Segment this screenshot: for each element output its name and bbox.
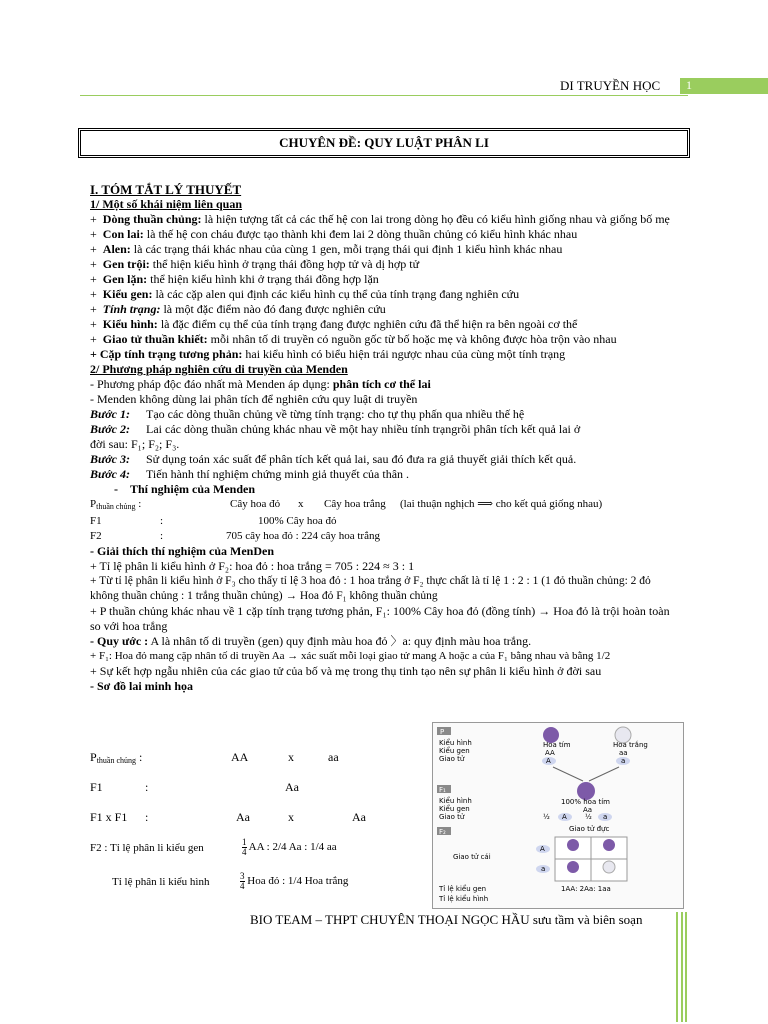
scheme-f1xf1-a: Aa	[236, 810, 250, 824]
f1-half-left: ½	[543, 813, 550, 821]
gamete-a: a	[621, 757, 626, 765]
scheme-f2-genotype-ratio: $\frac{1}{4}$ AA : 2/4 Aa : 1/4 aa	[242, 837, 337, 857]
female-gamete-A: A	[540, 845, 545, 853]
scheme-p-aa-dominant: AA	[231, 750, 249, 764]
scheme-p-aa-recessive: aa	[328, 750, 339, 764]
scheme-f1xf1-colon: :	[145, 810, 149, 824]
definition: + Dòng thuần chủng: là hiện tượng tất cả các thế hệ con lai trong dòng họ đều có kiểu hình giống nhau và giống bố mẹ	[90, 212, 670, 226]
subsection-method: 2/ Phương pháp nghiên cứu di truyền của Menden	[90, 362, 348, 376]
scheme-f2-genotype-label: F2 : Tỉ lệ phân li kiểu gen	[90, 842, 204, 854]
step: Bước 3: Sử dụng toán xác suất để phân tích kết quả lai, sau đó đưa ra giả thuyết giải thích kết quả.	[90, 452, 577, 466]
male-gamete-label: Giao tử đực	[569, 825, 610, 833]
definition: + Gen trội: thể hiện kiểu hình ở trạng thái đồng hợp tử và dị hợp tử	[90, 257, 420, 271]
explanation-title: - Giải thích thí nghiệm của MenDen	[90, 544, 275, 558]
random-fusion-line: + Sự kết hợp ngẫu nhiên của các giao tử của bố và mẹ trong thụ tinh tạo nên sự phân li kiểu hình ở đời sau	[90, 664, 602, 678]
definition: + Tính trạng: là một đặc điểm nào đó đang được nghiên cứu	[90, 302, 386, 316]
explanation-line: + P thuần chủng khác nhau về 1 cặp tính trạng tương phản, F₁: 100% Cây hoa đỏ (đồng tính) → Hoa đỏ là trội hoàn toàn so với hoa trắng	[90, 604, 670, 633]
purple-flower-icon	[567, 839, 579, 851]
experiment-f2: F2 : 705 cây hoa đỏ : 224 cây hoa trắng	[90, 530, 380, 542]
definition: + Gen lặn: thể hiện kiểu hình khi ở trạng thái đồng hợp lặn	[90, 272, 379, 286]
f1-genotype: Aa	[583, 806, 593, 814]
female-gamete-label: Giao tử cái	[453, 853, 491, 861]
step: Bước 4: Tiến hành thí nghiệm chứng minh giả thuyết của thân .	[90, 467, 410, 481]
white-label: Hoa trắng	[613, 741, 648, 749]
scheme-f1xf1-x: x	[288, 810, 294, 824]
scheme-f1xf1-label: F1 x F1	[90, 810, 128, 824]
scheme-f1-genotype: Aa	[285, 780, 299, 794]
definition: + Alen: là các trạng thái khác nhau của cùng 1 gen, mỗi trạng thái qui định 1 kiểu hình khác nhau	[90, 242, 563, 256]
scheme-f1-label: F1	[90, 780, 103, 794]
experiment-p: $P_{thuần chủng}$ : Cây hoa đỏ x Cây hoa trắng (lai thuận nghịch ⟹ cho kết quả giống nhau)	[90, 498, 603, 511]
method-line: - Menden không dùng lai phân tích để nghiên cứu quy luật di truyền	[90, 392, 418, 406]
footer-credit: BIO TEAM – THPT CHUYÊN THOẠI NGỌC HẦU sưu tầm và biên soạn	[250, 912, 643, 927]
row-label-genotype: Kiểu gen	[439, 747, 470, 755]
f1-tag: F₁	[439, 786, 446, 794]
definition: + Giao tử thuần khiết: mỗi nhân tố di truyền có nguồn gốc từ bố hoặc mẹ và không được hòa trộn vào nhau	[90, 332, 617, 346]
step: Bước 1: Tạo các dòng thuần chủng về từng tính trạng: cho tự thụ phấn qua nhiều thế hệ	[90, 407, 525, 421]
header-title: DI TRUYỀN HỌC	[560, 78, 661, 93]
explanation-line: + Từ tỉ lệ phân li kiểu hình ở F₃ cho thấy tỉ lệ 3 hoa đỏ : 1 hoa trắng ở F₂ thực chất là tỉ lệ 1 : 2 : 1 (1 đỏ thuần chủng: 2 đỏ không thuần chủng : 1 trắng thuần chủng) → Hoa đỏ F₁ không thuần chủng	[90, 575, 651, 602]
gamete-A: A	[546, 757, 551, 765]
green-bar	[681, 912, 683, 1022]
step-continuation: đời sau: F₁; F₂; F₃.	[90, 437, 180, 451]
female-gamete-a: a	[541, 865, 546, 873]
scheme-f1xf1-b: Aa	[352, 810, 366, 824]
scheme-p-x: x	[288, 750, 294, 764]
definition: + Kiểu gen: là các cặp alen qui định các kiểu hình cụ thể của tính trạng đang nghiên cứu	[90, 287, 520, 301]
row-label-phenotype-f1: Kiểu hình	[439, 797, 472, 805]
definition: + Con lai: là thế hệ con cháu được tạo thành khi đem lai 2 dòng thuần chủng có kiểu hình khác nhau	[90, 227, 578, 241]
definition: + Kiểu hình: là đặc điểm cụ thể của tính trạng đang được nghiên cứu đã thể hiện ra bên ngoài cơ thể	[90, 317, 578, 331]
white-flower-icon	[603, 861, 615, 873]
ratio-phenotype-label: Tỉ lệ kiểu hình	[439, 895, 489, 903]
explanation-line: + Tỉ lệ phân li kiểu hình ở F₂: hoa đỏ : hoa trắng = 705 : 224 ≈ 3 : 1	[90, 559, 415, 573]
green-bar	[685, 912, 687, 1022]
f2-tag: F₂	[439, 828, 446, 836]
ratio-genotype-label: Tỉ lệ kiểu gen	[439, 885, 487, 893]
purple-label: Hoa tím	[543, 741, 571, 749]
row-label-genotype-f1: Kiểu gen	[439, 805, 470, 813]
method-line: - Phương pháp độc đáo nhất mà Menden áp dụng: phân tích cơ thể lai	[90, 377, 431, 391]
purple-flower-icon	[603, 839, 615, 851]
f1-phenotype: 100% hoa tím	[561, 798, 610, 806]
row-label-gamete: Giao tử	[439, 755, 465, 763]
scheme-f1-colon: :	[145, 780, 149, 794]
green-bar	[676, 912, 678, 1022]
header-rule	[80, 95, 688, 96]
cross-diagram-figure	[433, 723, 683, 908]
f1-gamete-A: A	[562, 813, 567, 821]
row-label-phenotype: Kiểu hình	[439, 739, 472, 747]
scheme-title: - Sơ đồ lai minh họa	[90, 679, 194, 693]
f1-half-right: ½	[585, 813, 592, 821]
subsection-concepts: 1/ Một số khái niệm liên quan	[90, 197, 243, 211]
p-genotype-recessive: aa	[619, 749, 628, 757]
p-genotype-dominant: AA	[545, 749, 555, 757]
step: Bước 2: Lai các dòng thuần chủng khác nhau về một hay nhiều tính trạngrồi phân tích kết quả lai ở	[90, 422, 581, 436]
document-title: CHUYÊN ĐỀ: QUY LUẬT PHÂN LI	[78, 128, 690, 158]
f1-gamete-a: a	[603, 813, 608, 821]
experiment-f1: F1 : 100% Cây hoa đỏ	[90, 515, 337, 527]
convention: - Quy ước : A là nhân tố di truyền (gen) quy định màu hoa đỏ 〉a: quy định màu hoa trắng.	[90, 634, 532, 648]
definition: + Cặp tính trạng tương phản: hai kiểu hình có biểu hiện trái ngược nhau của cùng một tính trạng	[90, 347, 566, 361]
arrow-left	[553, 767, 583, 781]
f1-gamete-line: + F₁: Hoa đỏ mang cặp nhân tố di truyền Aa → xác suất mỗi loại giao tử mang A hoặc a của F₁ bằng nhau và bằng 1/2	[90, 650, 611, 662]
experiment-title: - Thí nghiệm của Menden	[114, 482, 256, 496]
ratio-genotype: 1AA: 2Aa: 1aa	[561, 885, 611, 893]
document-body	[90, 180, 680, 694]
section-title: I. TÓM TẮT LÝ THUYẾT	[90, 182, 242, 197]
cross-diagram	[432, 722, 684, 909]
p-tag: P	[440, 728, 445, 736]
punnett-square	[536, 837, 627, 881]
scheme-f2-phenotype-ratio: $\frac{3}{4}$ Hoa đỏ : 1/4 Hoa trắng	[240, 871, 349, 891]
scheme-f2-phenotype-label: Tỉ lệ phân li kiểu hình	[112, 876, 210, 888]
row-label-gamete-f1: Giao tử	[439, 813, 465, 821]
definitions-list	[90, 212, 680, 362]
purple-flower-icon	[567, 861, 579, 873]
scheme-p-label: $P_{thuần chủng}$ :	[90, 750, 143, 765]
header-page-bar	[680, 78, 768, 94]
arrow-right	[589, 767, 619, 781]
page-number: 1	[686, 78, 692, 92]
